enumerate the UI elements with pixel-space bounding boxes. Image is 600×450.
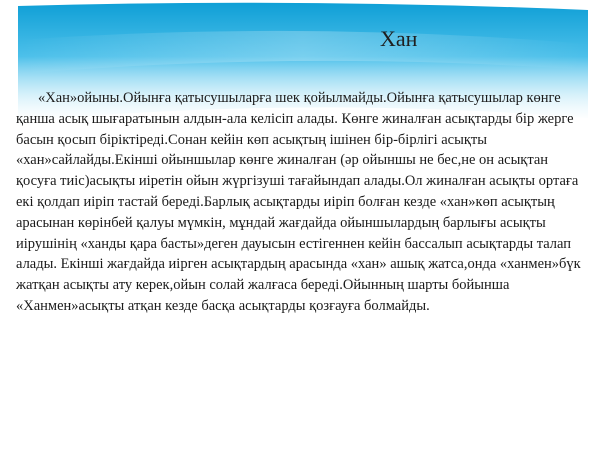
slide-title: Хан	[380, 26, 418, 51]
slide-body-paragraph: «Хан»ойыны.Ойынға қатысушыларға шек қойылмайды.Ойынға қатысушылар көнге қанша асық шығаратынын алдын-ала келісіп алады. Көнге жиналған асықтарды бір жерге басын қосып біріктіреді.Сонан кейін көп асықтың ішінен бір-бірлігі асықты «хан»сайлайды.Екінші ойыншылар көнге жиналған (әр ойыншы не бес,не он асықтан қосуға тиіс)асықты иіретін ойын жүргізуші тағайындап алады.Ол жиналған асықты ортаға екі қолдап иіріп тастай береді.Барлық асықтарды иіріп болған кезде «хан»көп асықтың арасынан көрінбей қалуы мүмкін, мұндай жағдайда ойыншылардың барлығы асықты иірушінің «ханды қара басты»деген дауысын естігеннен кейін бассалып асықтарды талап алады. Екінші жағдайда иірген асықтардың арасында «хан» ашық жатса,онда «ханмен»бүк жатқан асықты ату керек,ойын солай жалғаса береді.Ойынның шарты бойынша «Ханмен»асықты атқан кезде басқа асықтарды қозғауға болмайды.	[16, 90, 581, 314]
